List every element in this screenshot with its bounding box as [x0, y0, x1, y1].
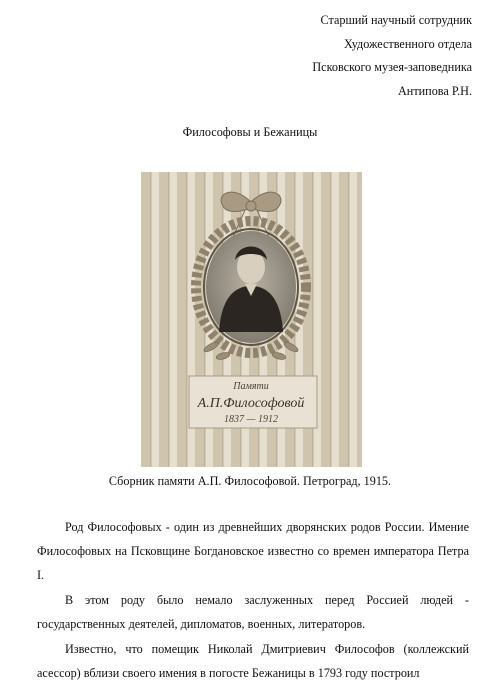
author-department: Художественного отдела — [343, 36, 472, 51]
document-title: Философовы и Бежаницы — [182, 125, 318, 139]
book-cover-image — [141, 172, 362, 467]
cover-label-line2: А.П.Философовой — [197, 396, 305, 411]
paragraph-2: В этом роду было немало заслуженных перед Россией людей - государственных деятелей, дипломатов, военных, литераторов. — [37, 593, 469, 631]
author-name: Антипова Р.Н. — [398, 83, 472, 98]
author-block — [312, 9, 472, 103]
paragraph-3: Известно, что помещик Николай Дмитриевич Философов (коллежский асессор) вблизи своего имения в погосте Бежаницы в 1793 году построил — [37, 642, 469, 680]
body-text — [37, 515, 469, 686]
paragraph-1: Род Философовых - один из древнейших дворянских родов России. Имение Философовых на Псковщине Богдановское известно со времен императора Петра I. — [37, 520, 469, 582]
author-position: Старший научный сотрудник — [320, 13, 472, 27]
author-museum: Псковского музея-заповедника — [312, 60, 472, 74]
cover-label-line1: Памяти — [233, 381, 269, 392]
cover-label-line3: 1837 — 1912 — [224, 414, 278, 425]
figure-caption: Сборник памяти А.П. Философовой. Петроград, 1915. — [108, 474, 392, 488]
